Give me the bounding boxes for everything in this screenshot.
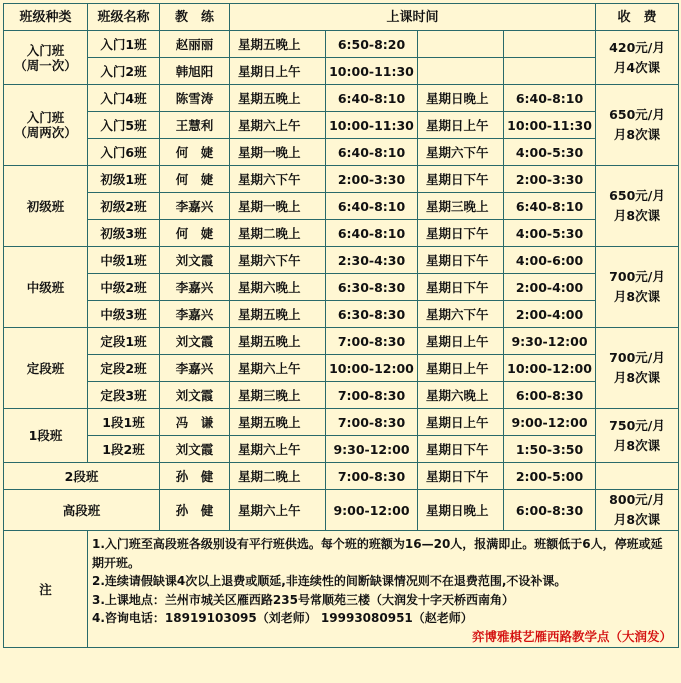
teacher-cell: 刘文霞	[160, 247, 230, 274]
day-2-cell: 星期日上午	[418, 328, 504, 355]
class-name-cell: 入门5班	[88, 112, 160, 139]
header-fee: 收 费	[596, 4, 679, 31]
teacher-cell: 孙 健	[160, 490, 230, 531]
class-name-cell: 中级3班	[88, 301, 160, 328]
table-row	[4, 355, 679, 382]
header-teacher: 教 练	[160, 4, 230, 31]
table-row	[4, 166, 679, 193]
time-2-cell: 9:30-12:00	[504, 328, 596, 355]
day-1-cell: 星期五晚上	[230, 301, 326, 328]
header-row	[4, 4, 679, 31]
day-1-cell: 星期一晚上	[230, 139, 326, 166]
time-1-cell: 6:40-8:10	[326, 220, 418, 247]
time-2-cell	[504, 31, 596, 58]
teacher-cell: 何 婕	[160, 220, 230, 247]
class-name-cell: 入门6班	[88, 139, 160, 166]
table-row	[4, 490, 679, 531]
day-1-cell: 星期六上午	[230, 490, 326, 531]
day-1-cell: 星期六上午	[230, 436, 326, 463]
table-row	[4, 409, 679, 436]
class-name-cell: 中级1班	[88, 247, 160, 274]
time-2-cell: 2:00-4:00	[504, 274, 596, 301]
class-name-cell: 初级3班	[88, 220, 160, 247]
time-2-cell: 9:00-12:00	[504, 409, 596, 436]
day-2-cell: 星期日下午	[418, 436, 504, 463]
day-2-cell: 星期日下午	[418, 220, 504, 247]
time-2-cell: 2:00-3:30	[504, 166, 596, 193]
table-row	[4, 382, 679, 409]
time-1-cell: 7:00-8:30	[326, 382, 418, 409]
class-name-cell: 入门2班	[88, 58, 160, 85]
class-name-cell: 定段1班	[88, 328, 160, 355]
teacher-cell: 李嘉兴	[160, 193, 230, 220]
day-2-cell: 星期日上午	[418, 355, 504, 382]
time-1-cell: 6:40-8:10	[326, 85, 418, 112]
category-cell: 初级班	[4, 166, 88, 247]
day-2-cell: 星期三晚上	[418, 193, 504, 220]
time-1-cell: 7:00-8:30	[326, 463, 418, 490]
time-1-cell: 9:00-12:00	[326, 490, 418, 531]
class-name-cell: 1段2班	[88, 436, 160, 463]
class-name-cell: 定段3班	[88, 382, 160, 409]
teacher-cell: 李嘉兴	[160, 355, 230, 382]
signature-text: 弈博雅棋艺雁西路教学点（大润发）	[472, 628, 673, 644]
table-row	[4, 193, 679, 220]
table-row	[4, 274, 679, 301]
day-2-cell	[418, 31, 504, 58]
table-row	[4, 220, 679, 247]
time-1-cell: 6:30-8:30	[326, 301, 418, 328]
class-name-cell: 初级1班	[88, 166, 160, 193]
fee-cell: 750元/月 月8次课	[596, 409, 679, 463]
day-1-cell: 星期六上午	[230, 112, 326, 139]
time-1-cell: 10:00-11:30	[326, 58, 418, 85]
fee-cell: 420元/月 月4次课	[596, 31, 679, 85]
time-2-cell: 6:00-8:30	[504, 490, 596, 531]
time-1-cell: 2:00-3:30	[326, 166, 418, 193]
time-2-cell: 4:00-6:00	[504, 247, 596, 274]
day-2-cell: 星期日下午	[418, 274, 504, 301]
table-row	[4, 85, 679, 112]
fee-cell: 650元/月 月8次课	[596, 166, 679, 247]
time-2-cell: 4:00-5:30	[504, 220, 596, 247]
day-1-cell: 星期五晚上	[230, 31, 326, 58]
day-1-cell: 星期二晚上	[230, 220, 326, 247]
time-2-cell: 6:40-8:10	[504, 193, 596, 220]
time-1-cell: 6:40-8:10	[326, 139, 418, 166]
teacher-cell: 王慧利	[160, 112, 230, 139]
time-1-cell: 7:00-8:30	[326, 409, 418, 436]
table-row	[4, 112, 679, 139]
day-2-cell: 星期日上午	[418, 409, 504, 436]
time-1-cell: 6:40-8:10	[326, 193, 418, 220]
time-2-cell	[504, 58, 596, 85]
day-2-cell: 星期六晚上	[418, 382, 504, 409]
day-2-cell: 星期六下午	[418, 301, 504, 328]
day-1-cell: 星期五晚上	[230, 85, 326, 112]
day-1-cell: 星期六下午	[230, 166, 326, 193]
day-1-cell: 星期二晚上	[230, 463, 326, 490]
header-class-name: 班级名称	[88, 4, 160, 31]
class-name-cell: 中级2班	[88, 274, 160, 301]
notes-content	[88, 531, 679, 648]
table-row	[4, 247, 679, 274]
note-line: 4.咨询电话：18919103095（刘老师） 19993080951（赵老师）	[92, 611, 473, 625]
note-line: 3.上课地点：兰州市城关区雁西路235号常顺苑三楼（大润发十字天桥西南角）	[92, 592, 514, 607]
day-2-cell: 星期日晚上	[418, 490, 504, 531]
table-row	[4, 436, 679, 463]
class-name-cell: 1段1班	[88, 409, 160, 436]
fee-cell: 700元/月 月8次课	[596, 328, 679, 409]
day-1-cell: 星期五晚上	[230, 328, 326, 355]
class-name-cell: 入门1班	[88, 31, 160, 58]
time-1-cell: 10:00-12:00	[326, 355, 418, 382]
teacher-cell: 李嘉兴	[160, 274, 230, 301]
time-2-cell: 10:00-12:00	[504, 355, 596, 382]
time-1-cell: 6:50-8:20	[326, 31, 418, 58]
category-cell: 2段班	[4, 463, 160, 490]
time-2-cell: 2:00-5:00	[504, 463, 596, 490]
time-1-cell: 9:30-12:00	[326, 436, 418, 463]
teacher-cell: 刘文霞	[160, 436, 230, 463]
day-2-cell: 星期日上午	[418, 112, 504, 139]
teacher-cell: 何 婕	[160, 166, 230, 193]
teacher-cell: 刘文霞	[160, 382, 230, 409]
category-cell: 入门班 （周两次）	[4, 85, 88, 166]
day-1-cell: 星期三晚上	[230, 382, 326, 409]
fee-cell	[596, 463, 679, 490]
day-2-cell: 星期六下午	[418, 139, 504, 166]
time-1-cell: 10:00-11:30	[326, 112, 418, 139]
day-2-cell: 星期日下午	[418, 247, 504, 274]
day-1-cell: 星期六下午	[230, 247, 326, 274]
day-2-cell: 星期日下午	[418, 463, 504, 490]
fee-cell: 650元/月 月8次课	[596, 85, 679, 166]
time-1-cell: 2:30-4:30	[326, 247, 418, 274]
day-1-cell: 星期六晚上	[230, 274, 326, 301]
teacher-cell: 韩旭阳	[160, 58, 230, 85]
table-row	[4, 301, 679, 328]
time-2-cell: 6:40-8:10	[504, 85, 596, 112]
table-row	[4, 58, 679, 85]
teacher-cell: 陈雪涛	[160, 85, 230, 112]
class-name-cell: 初级2班	[88, 193, 160, 220]
table-row	[4, 328, 679, 355]
note-line: 1.入门班至高段班各级别设有平行班供选。每个班的班额为16—20人，报满即止。班额低于6人，停班或延期开班。	[92, 537, 663, 570]
notes-row	[4, 531, 679, 648]
notes-label: 注	[4, 531, 88, 648]
category-cell: 入门班 （周一次）	[4, 31, 88, 85]
fee-cell: 700元/月 月8次课	[596, 247, 679, 328]
teacher-cell: 孙 健	[160, 463, 230, 490]
time-2-cell: 2:00-4:00	[504, 301, 596, 328]
day-1-cell: 星期五晚上	[230, 409, 326, 436]
day-1-cell: 星期一晚上	[230, 193, 326, 220]
category-cell: 高段班	[4, 490, 160, 531]
class-name-cell: 入门4班	[88, 85, 160, 112]
table-row	[4, 139, 679, 166]
time-1-cell: 6:30-8:30	[326, 274, 418, 301]
header-time: 上课时间	[230, 4, 596, 31]
time-1-cell: 7:00-8:30	[326, 328, 418, 355]
note-line: 2.连续请假缺课4次以上退费或顺延,非连续性的间断缺课情况则不在退费范围,不设补课。	[92, 574, 567, 588]
category-cell: 1段班	[4, 409, 88, 463]
category-cell: 中级班	[4, 247, 88, 328]
header-category: 班级种类	[4, 4, 88, 31]
day-2-cell: 星期日晚上	[418, 85, 504, 112]
class-schedule-table	[3, 3, 679, 648]
day-1-cell: 星期六上午	[230, 355, 326, 382]
time-2-cell: 1:50-3:50	[504, 436, 596, 463]
table-row	[4, 463, 679, 490]
teacher-cell: 冯 谦	[160, 409, 230, 436]
time-2-cell: 10:00-11:30	[504, 112, 596, 139]
category-cell: 定段班	[4, 328, 88, 409]
table-row	[4, 31, 679, 58]
time-2-cell: 4:00-5:30	[504, 139, 596, 166]
teacher-cell: 刘文霞	[160, 328, 230, 355]
fee-cell: 800元/月 月8次课	[596, 490, 679, 531]
day-2-cell: 星期日下午	[418, 166, 504, 193]
teacher-cell: 赵丽丽	[160, 31, 230, 58]
class-name-cell: 定段2班	[88, 355, 160, 382]
time-2-cell: 6:00-8:30	[504, 382, 596, 409]
day-2-cell	[418, 58, 504, 85]
day-1-cell: 星期日上午	[230, 58, 326, 85]
teacher-cell: 李嘉兴	[160, 301, 230, 328]
teacher-cell: 何 婕	[160, 139, 230, 166]
